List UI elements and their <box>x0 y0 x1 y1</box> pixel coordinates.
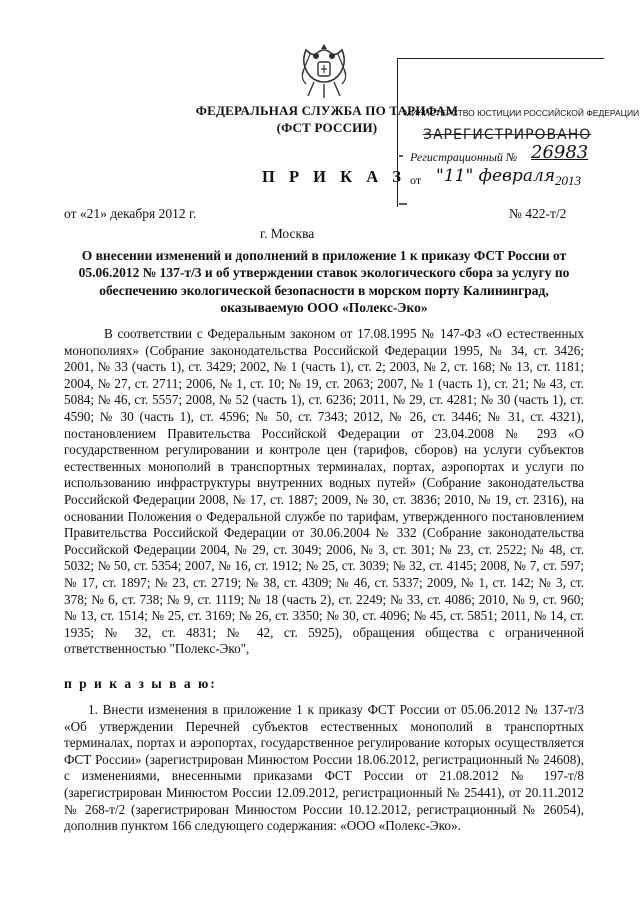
agency-name-line2: (ФСТ РОССИИ) <box>276 120 378 135</box>
stamp-date-prefix: от <box>410 173 422 187</box>
stamp-reg-number: 26983 <box>531 142 589 163</box>
document-city: г. Москва <box>260 226 315 241</box>
stamp-status: ЗАРЕГИСТРИРОВАНО <box>423 127 592 143</box>
stamp-date-handwritten: "11" февраля <box>436 166 556 186</box>
paragraph-1: 1. Внести изменения в приложение 1 к приказу ФСТ России от 05.06.2012 № 137-т/3 «Об утверждении Перечней субъектов естественных монополий в транспортных терминалах, портах и аэропортах, государственное регулирование которых осуществляется ФСТ России» (зарегистрирован Минюстом России 18.06.2012, регистрационный № 24608), с изменениями, внесенными приказами ФСТ России от 21.08.2012 № 197-т/8 (зарегистрирован Минюстом России 12.09.2012, регистрационный № 25441), от 20.11.2012 № 268-т/2 (зарегистрирован Минюстом России 10.12.2012, регистрационный № 26054), дополнив пунктом 166 следующего содержания: «ООО «Полекс-Эко». <box>64 702 584 834</box>
stamp-organization: МИНИСТЕРСТВО ЮСТИЦИИ РОССИЙСКОЙ ФЕДЕРАЦИИ <box>404 108 640 118</box>
stamp-year: 2013 <box>555 173 581 188</box>
stamp-reg-label: Регистрационный № <box>410 150 518 164</box>
coat-of-arms-emblem <box>296 40 352 102</box>
document-heading: О внесении изменений и дополнений в приложение 1 к приказу ФСТ России от 05.06.2012 № 137-т/3 и об утверждении ставок экологического сбора за услугу по обеспечению экологической безопасности в морском порту Калининград, оказываемую ООО «Полекс-Эко» <box>78 248 570 316</box>
preamble-paragraph: В соответствии с Федеральным законом от 17.08.1995 № 147-ФЗ «О естественных монополиях» (Собрание законодательства Российской Федерации 1995, № 34, ст. 3426; 2001, № 33 (часть 1), ст. 3429; 2002, № 1 (часть 1), ст. 2; 2003, № 2, ст. 168; № 13, ст. 1181; 2004, № 27, ст. 2711; 2006, № 1, ст. 10; № 19, ст. 2063; 2007, № 1 (часть 1), ст. 21; № 43, ст. 5084; № 46, ст. 5557; 2008, № 52 (часть 1), ст. 6236; 2011, № 29, ст. 4281; № 30 (часть 1), ст. 4590; № 30 (часть 1), ст. 4596; № 50, ст. 7343; 2012, № 26, ст. 3446; № 31, ст. 4321), постановлением Правительства Российской Федерации от 23.04.2008 № 293 «О государственном регулировании и контроле цен (тарифов, сборов) на услуги субъектов естественных монополий в транспортных терминалах, портах, аэропортах и услуги по использованию инфраструктуры внутренних водных путей» (Собрание законодательства Российской Федерации 2008, № 17, ст. 1887; 2009, № 30, ст. 3836; 2010, № 19, ст. 2316), на основании Положения о Федеральной службе по тарифам, утвержденного постановлением Правительства Российской Федерации от 30.06.2004 № 332 (Собрание законодательства Российской Федерации 2004, № 29, ст. 3049; 2006, № 3, ст. 301; № 23, ст. 2522; № 48, ст. 5032; № 50, ст. 5354; 2007, № 16, ст. 1912; № 25, ст. 3039; № 32, ст. 4145; 2008, № 7, ст. 597; № 17, ст. 1897; № 23, ст. 2719; № 38, ст. 4309; № 46, ст. 5337; 2009, № 1, ст. 142; № 3, ст. 378; № 6, ст. 738; № 9, ст. 1119; № 18 (часть 2), ст. 2249; № 33, ст. 4086; 2010, № 9, ст. 960; № 13, ст. 1514; № 25, ст. 3169; № 26, ст. 3350; № 30, ст. 4096; № 45, ст. 5851; 2011, № 14, ст. 1935; № 32, ст. 4831; № 42, ст. 5925), обращения общества с ограниченной ответственностью "Полекс-Эко", <box>64 326 584 657</box>
document-title: П Р И К А З <box>262 167 406 186</box>
document-number: № 422-т/2 <box>509 206 567 221</box>
document-date: от «21» декабря 2012 г. <box>64 206 197 221</box>
agency-name-line1: ФЕДЕРАЛЬНАЯ СЛУЖБА ПО ТАРИФАМ <box>195 103 459 118</box>
order-word: п р и к а з ы в а ю: <box>64 676 217 691</box>
